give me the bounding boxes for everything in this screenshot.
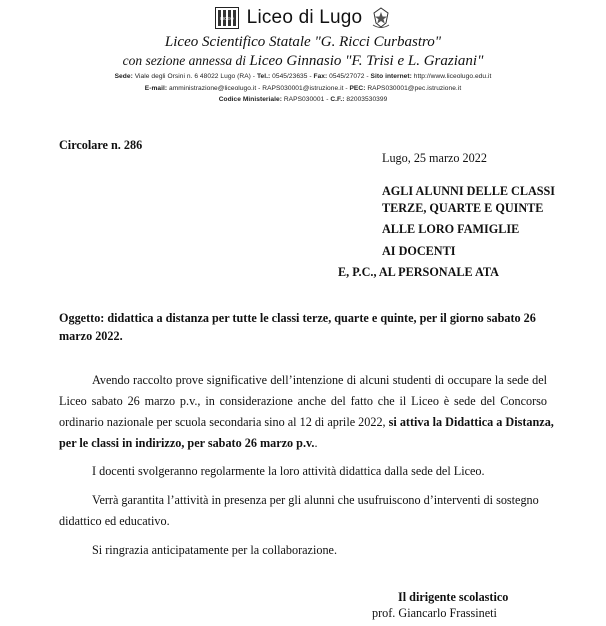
signature-name: prof. Giancarlo Frassineti [372,606,497,620]
annex-name: Liceo Ginnasio "F. Trisi e L. Graziani" [249,53,484,69]
email-addresses: amministrazione@liceolugo.it - RAPS030001@istruzione.it - [169,85,348,92]
recipient-line: ALLE LORO FAMIGLIE [382,222,520,236]
body-paragraph-line: didattico ed educativo. [59,514,170,528]
body-paragraph-line: ordinario nazionale per scuola secondaria sino al 12 di aprile 2022, si attiva la Didattica a Distanza, [59,415,554,429]
letterhead-title-row [0,7,606,29]
school-annex [0,53,606,70]
body-paragraph: Si ringrazia anticipatamente per la collaborazione. [92,543,337,557]
republic-emblem-icon [371,7,391,29]
school-logo-icon [215,7,239,29]
circular-number: Circolare n. 286 [59,138,143,152]
annex-prefix: con sezione annessa di [122,53,246,68]
contact-line-1: Sede: Viale degli Orsini n. 6 48022 Lugo (RA) - Tel.: 0545/23635 - Fax: 0545/27072 - Sito internet: http://www.liceolugo.edu.it [114,73,492,80]
subject-line: marzo 2022. [59,329,123,343]
contact-line-2: E-mail: amministrazione@liceolugo.it - RAPS030001@istruzione.it - PEC: RAPS030001@pec.istruzione.it [144,85,462,92]
recipient-line: TERZE, QUARTE E QUINTE [382,201,544,215]
recipient-line: AGLI ALUNNI DELLE CLASSI [382,184,556,198]
body-paragraph-line: Liceo sabato 26 marzo p.v., in considerazione anche del fatto che il Liceo è sede del Concorso [59,394,547,408]
school-name: Liceo di Lugo [246,7,363,28]
body-paragraph: I docenti svolgeranno regolarmente la loro attività didattica dalla sede del Liceo. [92,464,485,478]
website-link[interactable]: http://www.liceolugo.edu.it [413,73,492,80]
recipient-line: E, P.C., AL PERSONALE ATA [338,265,499,279]
recipient-line: AI DOCENTI [382,244,456,258]
school-subtitle: Liceo Scientifico Statale "G. Ricci Curbastro" [164,34,442,50]
circular-date: Lugo, 25 marzo 2022 [382,151,487,165]
body-paragraph-line: Verrà garantita l’attività in presenza per gli alunni che usufruiscono d’interventi di sostegno [92,493,539,507]
signature-title: Il dirigente scolastico [398,590,509,604]
pec-address: RAPS030001@pec.istruzione.it [367,85,462,92]
contact-line-3: Codice Ministeriale: RAPS030001 - C.F.: 82003530399 [218,96,388,103]
body-paragraph-line: per le classi in indirizzo, per sabato 26 marzo p.v.. [59,436,318,450]
subject-line: Oggetto: didattica a distanza per tutte le classi terze, quarte e quinte, per il giorno sabato 26 [59,311,536,325]
svg-text:LICEO: LICEO [219,16,234,21]
body-paragraph-line: Avendo raccolto prove significative dell’intenzione di alcuni studenti di occupare la sede del [92,373,547,387]
